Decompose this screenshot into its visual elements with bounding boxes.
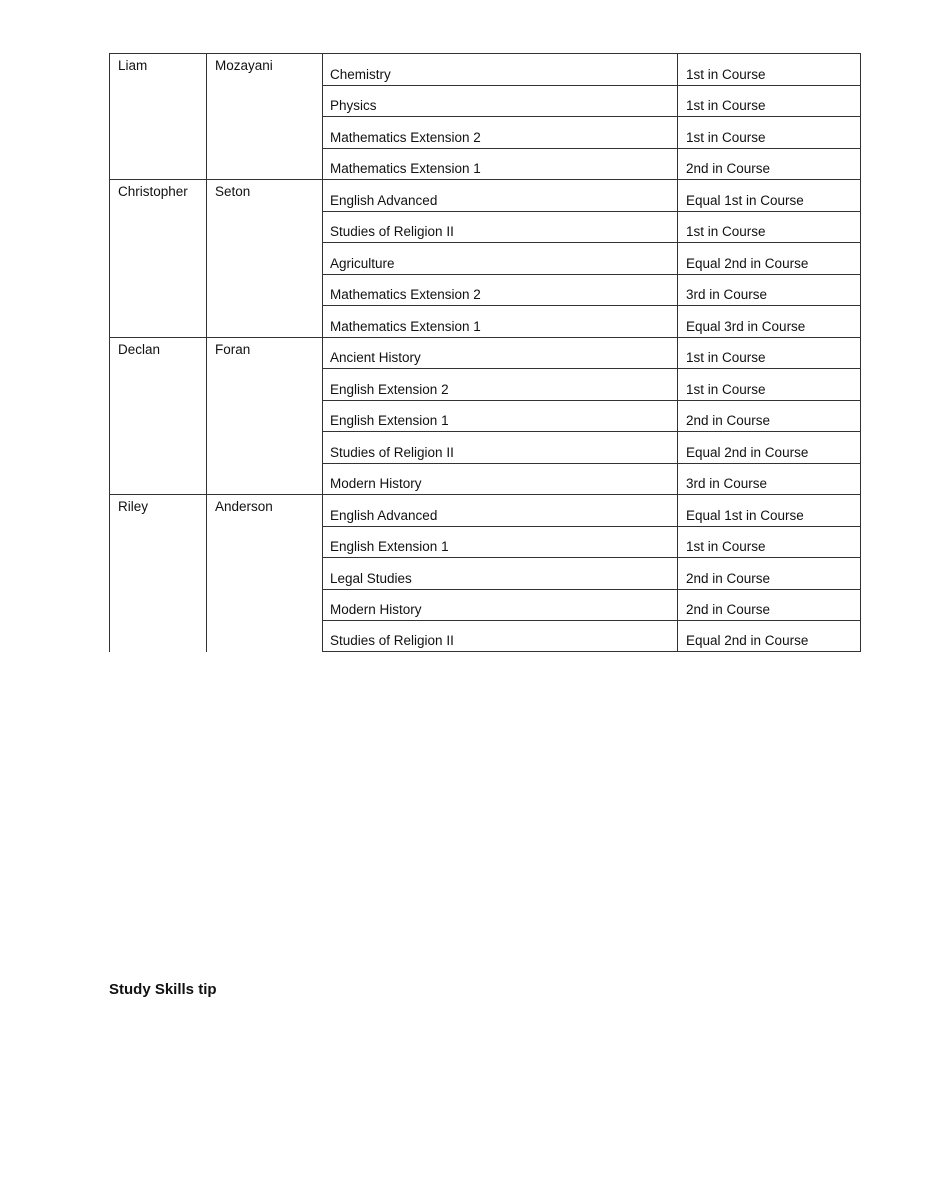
place-cell: 1st in Course [686,129,766,145]
subject-cell: English Advanced [322,180,678,211]
subject-cell: Mathematics Extension 2 [322,117,678,148]
subject-cell: Studies of Religion II [322,621,678,651]
place-cell: 2nd in Course [686,413,771,428]
place-cell: Equal 2nd in Course [686,632,809,648]
table-row [322,431,861,463]
subject-cell: Studies of Religion II [322,212,678,243]
subject-cell: English Extension 2 [322,369,678,400]
given-name-cell: Declan [110,338,207,495]
place-cell: Equal 2nd in Course [686,255,809,271]
subject-cell: English Extension 1 [322,527,678,558]
subject-cell: Mathematics Extension 1 [322,306,678,337]
place-cell: 1st in Course [686,381,766,397]
table-row [322,242,861,274]
place-cell: 1st in Course [686,66,766,82]
subject-list [322,179,861,337]
table-row [322,85,861,117]
subject-cell: Legal Studies [322,558,678,589]
given-name-cell: Christopher [110,180,207,337]
place-cell: 3rd in Course [686,287,768,302]
subject-list [322,494,861,652]
place-cell: Equal 3rd in Course [686,318,806,334]
subject-cell: Modern History [322,590,678,621]
subject-cell: English Advanced [322,495,678,526]
place-cell: 1st in Course [686,539,766,554]
student-block [109,179,861,337]
given-name-cell: Riley [110,495,207,652]
table-row [322,53,861,85]
table-row [322,400,861,432]
place-cell: 1st in Course [686,350,766,365]
subject-cell: Studies of Religion II [322,432,678,463]
place-cell: 1st in Course [686,224,766,239]
subject-cell: Agriculture [322,243,678,274]
student-block [109,337,861,495]
student-name-cells [109,179,323,337]
results-table [109,53,861,652]
subject-cell: Mathematics Extension 2 [322,275,678,306]
family-name-cell: Mozayani [207,54,323,179]
family-name-cell: Foran [207,338,323,495]
table-row [322,494,861,526]
table-row [322,116,861,148]
table-row [322,148,861,180]
place-cell: Equal 1st in Course [686,192,804,208]
subject-cell: Modern History [322,464,678,495]
table-row [322,557,861,589]
given-name-cell: Liam [110,54,207,179]
table-row [322,179,861,211]
family-name-cell: Anderson [207,495,323,652]
student-block [109,494,861,652]
table-row [322,211,861,243]
table-row [322,274,861,306]
subject-cell: Ancient History [322,338,678,369]
table-row [322,368,861,400]
table-row [322,463,861,495]
place-cell: 2nd in Course [686,602,771,617]
study-skills-heading: Study Skills tip [109,981,217,998]
subject-cell: Physics [322,86,678,117]
table-row [322,305,861,337]
place-cell: Equal 2nd in Course [686,444,809,460]
subject-cell: English Extension 1 [322,401,678,432]
table-row [322,526,861,558]
student-name-cells [109,337,323,495]
family-name-cell: Seton [207,180,323,337]
table-row [322,337,861,369]
subject-cell: Chemistry [322,54,678,85]
place-cell: 1st in Course [686,98,766,113]
place-cell: 2nd in Course [686,161,771,176]
subject-cell: Mathematics Extension 1 [322,149,678,180]
place-cell: 2nd in Course [686,570,771,586]
subject-list [322,53,861,179]
table-row [322,589,861,621]
student-block [109,53,861,179]
place-cell: Equal 1st in Course [686,507,804,523]
subject-list [322,337,861,495]
student-name-cells [109,53,323,179]
table-row [322,620,861,652]
student-name-cells [109,494,323,652]
place-cell: 3rd in Course [686,476,768,491]
